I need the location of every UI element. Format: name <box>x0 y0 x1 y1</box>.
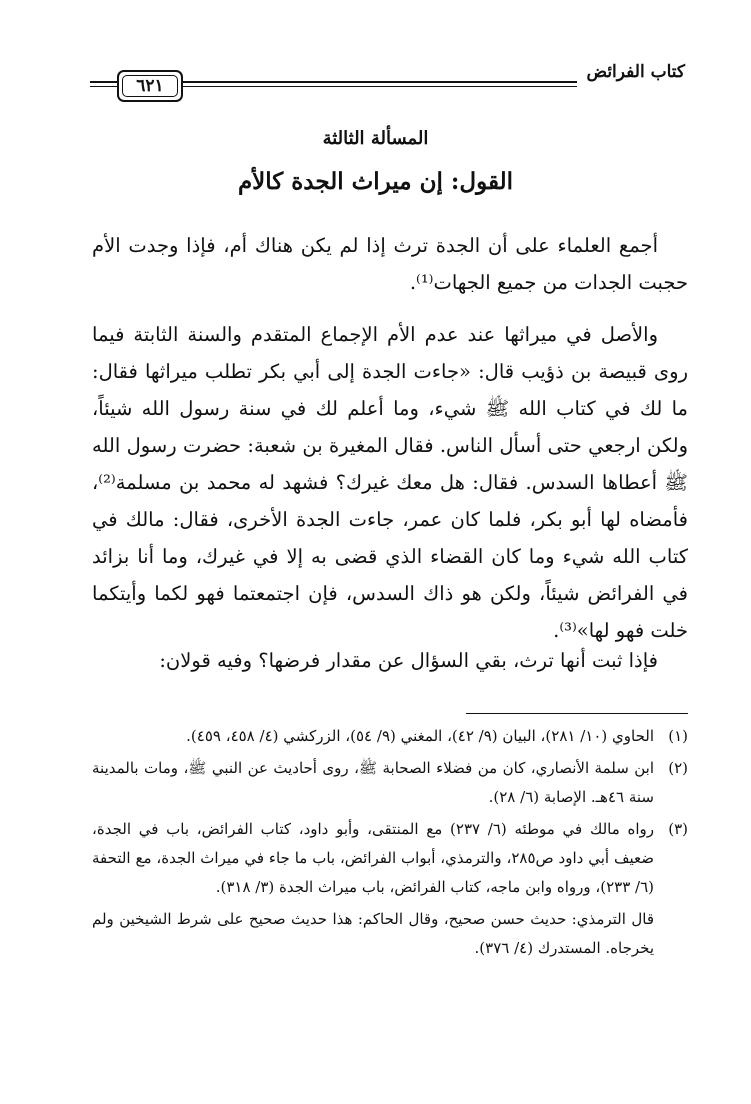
footnote-continuation: قال الترمذي: حديث حسن صحيح، وقال الحاكم: هذا حديث صحيح على شرط الشيخين ولم يخرجاه. المستدرك (٤/ ٣٧٦). <box>92 910 654 957</box>
paragraph-question: فإذا ثبت أنها ترث، بقي السؤال عن مقدار فرضها؟ وفيه قولان: <box>159 649 658 672</box>
footnote-item <box>92 722 688 751</box>
footnote-number: (١) <box>668 727 688 745</box>
paragraph-consensus: أجمع العلماء على أن الجدة ترث إذا لم يكن هناك أم، فإذا وجدت الأم حجبت الجدات من جميع الجهات⁽¹⁾. <box>92 234 688 294</box>
footnote-number: (٢) <box>668 759 688 777</box>
header-rule-right-thin <box>183 86 577 87</box>
header-rule-left <box>90 81 117 83</box>
paragraph-hadith: والأصل في ميراثها عند عدم الأم الإجماع المتقدم والسنة الثابتة فيما روى قبيصة بن ذؤيب قال: «جاءت الجدة إلى أبي بكر تطلب ميراثها فقال: ما لك في كتاب الله ﷺ شيء، وما أعلم لك في سنة رسول الله شيئاً، ولكن ارجعي حتى أسأل الناس. فقال المغيرة بن شعبة: حضرت رسول الله ﷺ أعطاها السدس. فقال: هل معك غيرك؟ فشهد له محمد بن مسلمة⁽²⁾، فأمضاه لها أبو بكر، فلما كان عمر، جاءت الجدة الأخرى، فقال: مالك في كتاب الله شيء وما كان القضاء الذي قضى به إلا في غيرك، وما أنا بزائد في الفرائض شيئاً، ولكن هو ذاك السدس، فإن اجتمعتما فهو لكما وأيتكما خلت فهو لها»⁽³⁾. <box>92 323 688 642</box>
footnotes <box>92 722 688 963</box>
section-title: المسألة الثالثة <box>322 128 429 149</box>
main-heading: القول: إن ميراث الجدة كالأم <box>237 168 514 195</box>
header-rule-left-thin <box>90 86 117 87</box>
running-title: كتاب الفرائض <box>586 62 685 82</box>
footnote-text: الحاوي (١٠/ ٢٨١)، البيان (٩/ ٤٢)، المغني (٩/ ٥٤)، الزركشي (٤/ ٤٥٨، ٤٥٩). <box>186 727 654 745</box>
footnote-text: رواه مالك في موطئه (٦/ ٢٣٧) مع المنتقى، وأبو داود، كتاب الفرائض، باب في الجدة، ضعيف أبي داود ص٢٨٥، والترمذي، أبواب الفرائض، باب ما جاء في ميراث الجدة، مع التحفة (٦/ ٢٣٣)، ورواه وابن ماجه، كتاب الفرائض، باب ميراث الجدة (٣/ ٣١٨). <box>92 820 655 896</box>
footnote-number: (٣) <box>668 820 688 838</box>
footnote-item <box>92 754 688 812</box>
footnote-text: ابن سلمة الأنصاري، كان من فضلاء الصحابة ﷺ، روى أحاديث عن النبي ﷺ، ومات بالمدينة سنة ٤٦هـ. الإصابة (٦/ ٢٨). <box>92 759 654 806</box>
footnote-separator <box>466 713 688 714</box>
header-rule-right <box>183 81 577 83</box>
page-header <box>90 62 685 106</box>
footnote-item <box>92 815 688 902</box>
page-number: ٦٢١ <box>117 70 183 102</box>
